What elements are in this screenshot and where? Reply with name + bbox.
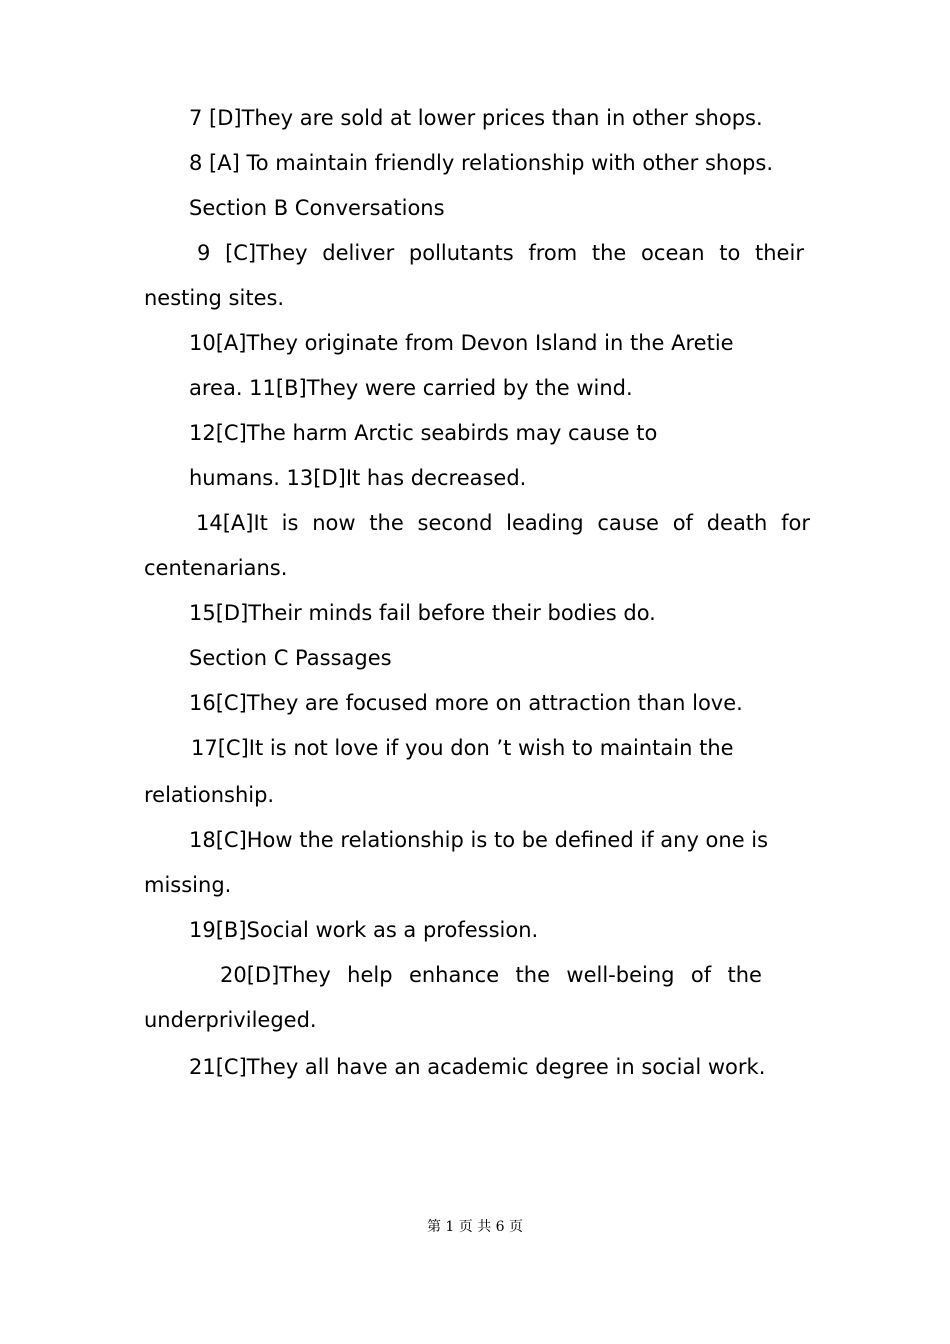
answer-line-8: 8 [A] To maintain friendly relationship with other shops. [189,151,774,175]
word: their [755,241,804,265]
word: help [347,963,393,987]
word: enhance [408,963,500,987]
word: well-being [566,963,675,987]
word: to [719,241,741,265]
word: deliver [322,241,395,265]
answer-line-20-cont: underprivileged. [144,1008,317,1032]
answer-line-14-cont: centenarians. [144,556,288,580]
word: death [706,511,768,535]
answer-line-11: area. 11[B]They were carried by the wind. [189,376,633,400]
answer-line-16: 16[C]They are focused more on attraction than love. [189,691,743,715]
answer-line-12: 12[C]The harm Arctic seabirds may cause to [189,421,658,445]
answer-line-19: 19[B]Social work as a profession. [189,918,539,942]
word: is [281,511,299,535]
answer-line-10: 10[A]They originate from Devon Island in the Aretie [189,331,734,355]
answer-line-9-cont: nesting sites. [144,286,285,310]
word: second [417,511,493,535]
word: [C]They [225,241,308,265]
word: for [781,511,810,535]
word: ocean [641,241,705,265]
word: 20[D]They [220,963,331,987]
answer-line-21: 21[C]They all have an academic degree in social work. [189,1055,766,1079]
answer-line-14 [196,510,810,536]
section-b-heading: Section B Conversations [189,196,445,220]
word: from [528,241,578,265]
page-footer: 第 1 页 共 6 页 [426,1219,524,1235]
word: 14[A]It [196,511,268,535]
word: pollutants [408,241,514,265]
word: cause [597,511,659,535]
answer-line-13: humans. 13[D]It has decreased. [189,466,527,490]
answer-line-15: 15[D]Their minds fail before their bodies do. [189,601,656,625]
answer-line-20 [220,962,762,988]
answer-line-7: 7 [D]They are sold at lower prices than in other shops. [189,106,763,130]
word: leading [506,511,584,535]
word: the [369,511,404,535]
word: the [727,963,762,987]
section-c-heading: Section C Passages [189,646,392,670]
answer-line-17-cont: relationship. [144,783,275,807]
word: 9 [197,241,211,265]
word: the [515,963,550,987]
word: of [690,963,712,987]
word: now [312,511,356,535]
answer-line-9 [197,240,804,266]
answer-line-17: 17[C]It is not love if you don ’t wish to maintain the [191,736,734,760]
answer-line-18-cont: missing. [144,873,232,897]
word: the [591,241,627,265]
word: of [672,511,693,535]
answer-line-18: 18[C]How the relationship is to be defined if any one is [189,828,769,852]
